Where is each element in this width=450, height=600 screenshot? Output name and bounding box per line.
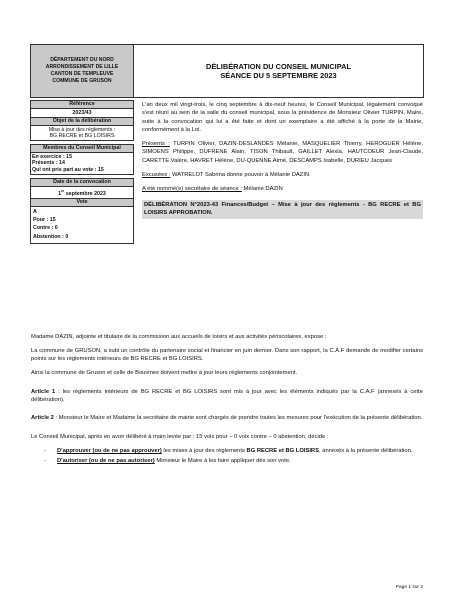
date-convocation-label: Date de la convocation	[31, 179, 133, 187]
secretaire-paragraph	[142, 185, 423, 193]
article-2	[31, 414, 423, 422]
approve-end: , annexés à la présente délibération.	[319, 447, 413, 454]
article-1-label: Article 1	[31, 388, 56, 395]
presents-paragraph	[142, 140, 423, 165]
objet-text	[31, 126, 133, 140]
objet-label: Objet de la délibération	[31, 118, 133, 126]
presents-label: Présents :	[142, 141, 170, 148]
secretaire-label: A été nommé(e) secrétaire de séance :	[142, 186, 242, 193]
reference-box	[30, 100, 134, 141]
excuses-text: WATRELOT Sabrina donne pouvoir à Mélanie DAZIN	[170, 172, 310, 179]
deliberation-title: DÉLIBÉRATION N°2023-43 Finances/Budget – Mise à jour des règlements - BG RECRE et BG LOISIRS APPROBATION.	[142, 200, 423, 219]
reference-label: Référence	[31, 101, 133, 109]
conjoint-paragraph: Ainsi la commune de Gruson et celle de Bouvines doivent mettre à jour leurs règlements conjointement.	[31, 370, 298, 377]
document-header	[30, 44, 424, 98]
article-1-text: : les règlements intérieurs de BG RECRE et BG LOISIRS sont mis à jour avec les éléments indiqués par la C.A.F (annexés à cette délibération).	[31, 388, 423, 404]
article-1	[31, 388, 423, 405]
administrative-block	[31, 45, 134, 97]
document-title: DÉLIBÉRATION DU CONSEIL MUNICIPAL	[206, 61, 351, 71]
excuses-paragraph	[142, 171, 423, 179]
commune-line: COMMUNE DE GRUSON	[52, 78, 112, 84]
decision-list	[31, 447, 423, 466]
date-convocation-value	[31, 187, 133, 198]
sidebar-info	[30, 100, 134, 247]
vote-contre: Contre : 0	[33, 225, 58, 232]
page-number: Page 1 sur 2	[395, 585, 423, 590]
authorize-text: Monsieur le Maire à les faire appliquer dès son vote.	[154, 458, 291, 465]
vote-label: Vote	[31, 199, 133, 207]
secretaire-name: Mélanie DAZIN	[241, 186, 283, 193]
departement-line: DÉPARTEMENT DU NORD	[50, 57, 114, 63]
controle-paragraph: La commune de GRUSON, a subi un contrôle du partenaire social et financier en juin dernier. Dans son rapport, la C.A.F demande de modifier certains points sur les règlements intérieurs de BG RECRE et BG LOISIRS.	[31, 348, 423, 363]
decision-paragraph: Le Conseil Municipal, après en avoir délibéré à main levée par : 15 voix pour – 0 voix contre – 0 abstention, décide :	[31, 433, 329, 440]
excuses-label: Excusées :	[142, 172, 171, 179]
session-date-title: SÉANCE DU 5 SEPTEMBRE 2023	[220, 71, 337, 80]
vote-pour: Pour : 15	[33, 217, 56, 224]
session-details	[142, 101, 423, 219]
membres-label: Membres du Conseil Municipal	[31, 145, 133, 153]
article-2-text: : Monsieur le Maire et Madame la secrétaire de mairie sont chargés de prendre toutes les mesures pour l'exécution de la présente délibération.	[53, 415, 423, 422]
objet-line-1: Mise à jour des règlements :	[48, 126, 116, 133]
article-2-label: Article 2	[31, 415, 54, 422]
votants-count: Qui ont pris part au vote : 15	[32, 167, 104, 174]
decision-item-authorize	[57, 457, 423, 465]
authorize-label: D'autoriser (ou de ne pas autoriser)	[57, 458, 155, 465]
approve-bold: BG RECRE et BG LOISIRS	[246, 447, 319, 454]
date-day: 1	[58, 190, 62, 197]
membres-box	[30, 144, 134, 175]
convocation-box	[30, 178, 134, 244]
canton-line: CANTON DE TEMPLEUVE	[50, 71, 114, 77]
approve-label: D'approuver (ou de ne pas approuver)	[57, 447, 162, 454]
approve-text: les mises à jour des règlements	[161, 447, 247, 454]
reference-value: 2023/43	[31, 109, 133, 117]
en-exercice: En exercice : 15	[32, 153, 73, 160]
date-day-suffix: er	[61, 188, 65, 193]
membres-counts	[31, 153, 133, 174]
objet-line-2: BG RECRE et BG LOISIRS	[49, 133, 115, 140]
decision-item-approve	[57, 447, 423, 455]
intro-paragraph: L'an deux mil vingt-trois, le cinq septembre à dix-neuf heures, le Conseil Municipal, légalement convoqué s'est réuni au sein de la salle du conseil municipal, sous la présidence de Monsieur Olivier TURPIN, Maire, suite à la convocation qui lui a été faite et dont un exemplaire a été affiché à la porte de la Mairie, conformément à la Loi.	[142, 102, 423, 133]
arrondissement-line: ARRONDISSEMENT DE LILLE	[45, 64, 119, 70]
vote-abstention: Abstention : 0	[33, 233, 69, 240]
presents-count: Présents : 14	[32, 160, 65, 167]
vote-results	[31, 207, 133, 243]
date-month-year: septembre 2023	[64, 190, 106, 197]
deliberation-body	[31, 333, 423, 467]
header-title-block	[134, 45, 423, 97]
expose-paragraph: Madame DAZIN, adjointe et titulaire de la commission aux accueils de loisirs et aux activités périscolaires, expose :	[31, 334, 327, 340]
presents-list: TURPIN Olivier, DAZIN-DESLANDES Mélanie, MASQUELIER Thierry, HEROGUER Hélène, SIMOENS Philippe, DUFRENE Alain, TISON Thibault, GAILLET Alexia, HAUTCOEUR Jean-Claude, CARETTE Valère, HAVRET Hélène, DU-QUENNE Aimé, DESCAMPS Isabelle, DURIEU Jacques	[142, 141, 423, 164]
vote-mode: A	[33, 208, 37, 215]
